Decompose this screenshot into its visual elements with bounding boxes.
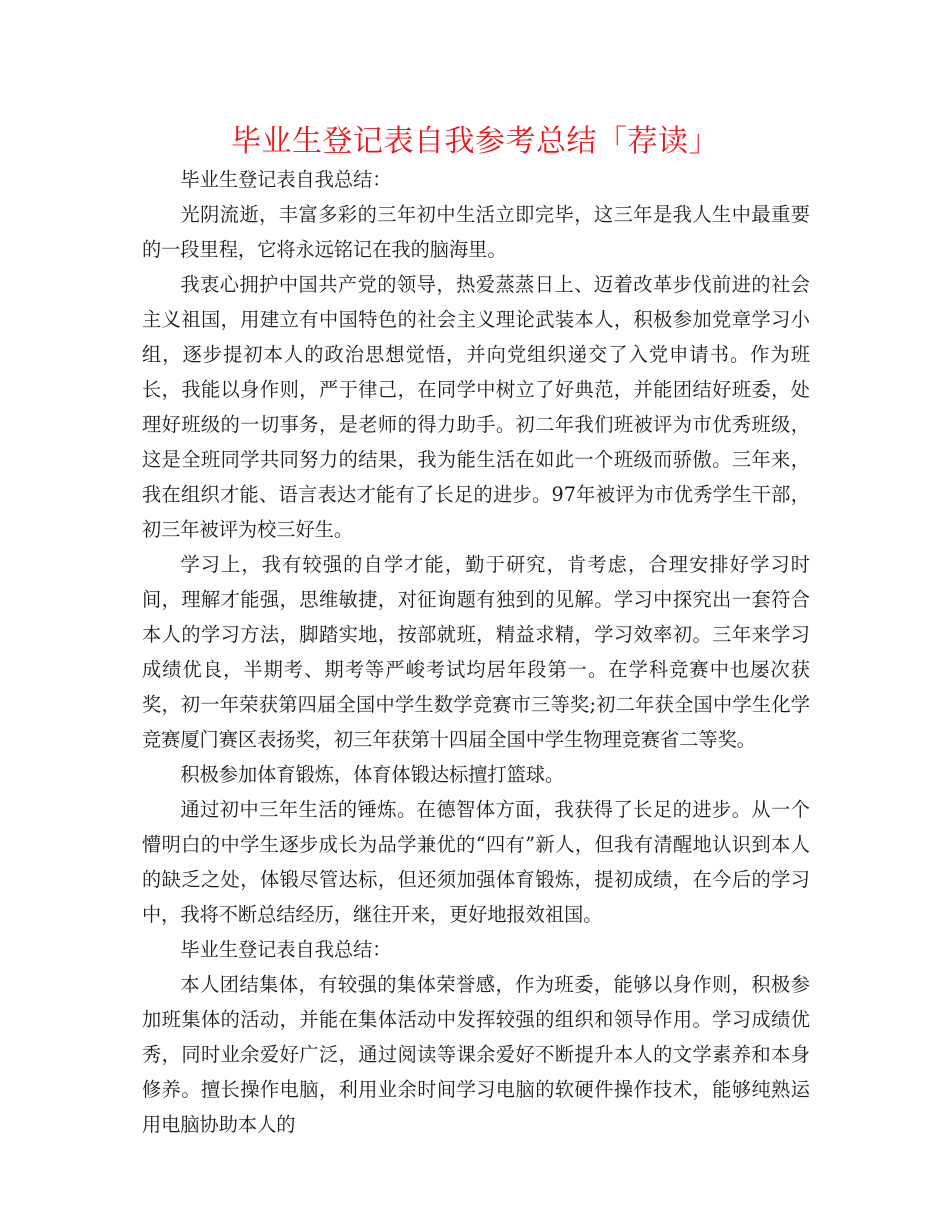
paragraph-study: 学习上，我有较强的自学才能，勤于研究，肯考虑，合理安排好学习时间，理解才能强，思维敏捷，对征询题有独到的见解。学习中探究出一套符合本人的学习方法，脚踏实地，按部就班，精益求精，学习效率初。三年来学习成绩优良，半期考、期考等严峻考试均居年段第一。在学科竞赛中也屡次获奖，初一年荣获第四届全国中学生数学竞赛市三等奖;初二年获全国中学生化学竞赛厦门赛区表扬奖，初三年获第十四届全国中学生物理竞赛省二等奖。 <box>142 553 810 751</box>
paragraph-summary: 通过初中三年生活的锤炼。在德智体方面，我获得了长足的进步。从一个懵明白的中学生逐步成长为品学兼优的“四有”新人，但我有清醒地认识到本人的缺乏之处，体锻尽管达标，但还须加强体育锻炼，提初成绩，在今后的学习中，我将不断总结经历，继往开来，更好地报效祖国。 <box>142 798 810 926</box>
paragraph-section-heading-1: 毕业生登记表自我总结： <box>180 168 392 191</box>
document-body <box>142 162 810 1142</box>
paragraph-collective: 本人团结集体，有较强的集体荣誉感，作为班委，能够以身作则，积极参加班集体的活动，并能在集体活动中发挥较强的组织和领导作用。学习成绩优秀，同时业余爱好广泛，通过阅读等课余爱好不断提升本人的文学素养和本身修养。擅长操作电脑，利用业余时间学习电脑的软硬件操作技术，能够纯熟运用电脑协助本人的 <box>142 973 810 1136</box>
paragraph-politics: 我衷心拥护中国共产党的领导，热爱蒸蒸日上、迈着改革步伐前进的社会主义祖国，用建立有中国特色的社会主义理论武装本人，积极参加党章学习小组，逐步提初本人的政治思想觉悟，并向党组织递交了入党申请书。作为班长，我能以身作则，严于律己，在同学中树立了好典范，并能团结好班委，处理好班级的一切事务，是老师的得力助手。初二年我们班被评为市优秀班级，这是全班同学共同努力的结果，我为能生活在如此一个班级而骄傲。三年来，我在组织才能、语言表达才能有了长足的进步。97年被评为市优秀学生干部，初三年被评为校三好生。 <box>142 273 810 541</box>
paragraph-section-heading-2: 毕业生登记表自我总结： <box>180 938 392 961</box>
paragraph-intro: 光阴流逝，丰富多彩的三年初中生活立即完毕，这三年是我人生中最重要的一段里程，它将永远铭记在我的脑海里。 <box>142 203 810 261</box>
document-title: 毕业生登记表自我参考总结「荐读」 <box>231 124 719 159</box>
paragraph-sports: 积极参加体育锻炼，体育体锻达标擅打篮球。 <box>180 763 565 786</box>
